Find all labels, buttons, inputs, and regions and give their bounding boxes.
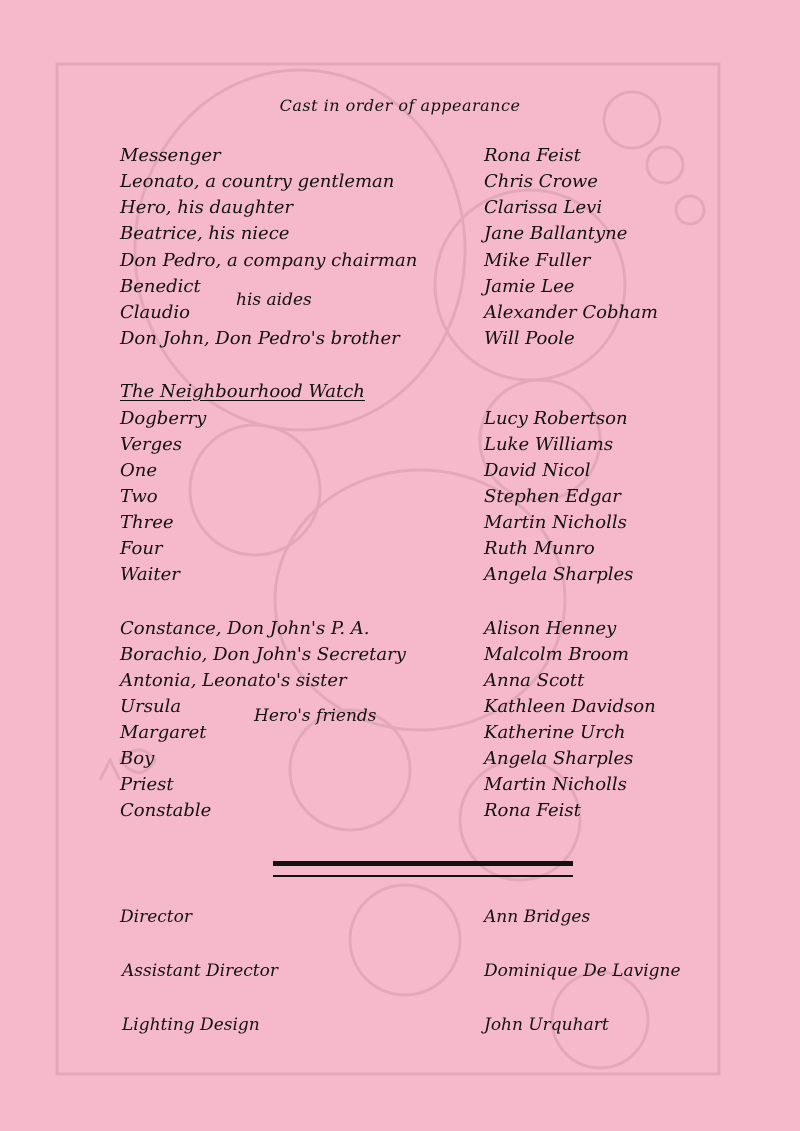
- credit-role-assistant-director: Assistant Director: [122, 961, 279, 981]
- actor-four: Ruth Munro: [484, 538, 595, 559]
- actor-ursula: Kathleen Davidson: [484, 696, 656, 717]
- role-don-pedro: Don Pedro, a company chairman: [120, 250, 418, 271]
- role-margaret: Margaret: [120, 722, 207, 743]
- actor-borachio: Malcolm Broom: [484, 644, 629, 665]
- role-messenger: Messenger: [120, 145, 221, 166]
- actor-verges: Luke Williams: [484, 434, 614, 455]
- role-claudio: Claudio: [120, 302, 190, 323]
- watermark-circle-dancers: [290, 710, 410, 830]
- role-hero: Hero, his daughter: [120, 197, 293, 218]
- actor-constance: Alison Henney: [484, 618, 617, 639]
- actor-three: Martin Nicholls: [484, 512, 627, 533]
- friends-note: Hero's friends: [254, 706, 377, 726]
- watermark-circle-bottom: [350, 885, 460, 995]
- role-constance: Constance, Don John's P. A.: [120, 618, 370, 639]
- actor-priest: Martin Nicholls: [484, 774, 627, 795]
- role-two: Two: [120, 486, 158, 507]
- role-four: Four: [120, 538, 163, 559]
- credit-role-lighting-design: Lighting Design: [122, 1015, 260, 1035]
- role-beatrice: Beatrice, his niece: [120, 223, 290, 244]
- role-priest: Priest: [120, 774, 174, 795]
- role-verges: Verges: [120, 434, 183, 455]
- role-benedict: Benedict: [120, 276, 201, 297]
- watermark-circle-music: [190, 425, 320, 555]
- watermark-note-mark: [100, 760, 120, 780]
- role-dogberry: Dogberry: [120, 408, 207, 429]
- actor-two: Stephen Edgar: [484, 486, 621, 507]
- actor-leonato: Chris Crowe: [484, 171, 598, 192]
- actor-messenger: Rona Feist: [484, 145, 581, 166]
- actor-don-pedro: Mike Fuller: [484, 250, 591, 271]
- actor-waiter: Angela Sharples: [484, 564, 634, 585]
- role-borachio: Borachio, Don John's Secretary: [120, 644, 406, 665]
- role-ursula: Ursula: [120, 696, 182, 717]
- actor-don-john: Will Poole: [484, 328, 575, 349]
- aides-note: his aides: [236, 290, 312, 310]
- actor-antonia: Anna Scott: [484, 670, 585, 691]
- divider-thick: [273, 861, 573, 866]
- page-heading: Cast in order of appearance: [279, 96, 521, 115]
- role-constable: Constable: [120, 800, 212, 821]
- actor-benedict: Jamie Lee: [484, 276, 575, 297]
- role-don-john: Don John, Don Pedro's brother: [120, 328, 400, 349]
- actor-beatrice: Jane Ballantyne: [484, 223, 628, 244]
- actor-boy: Angela Sharples: [484, 748, 634, 769]
- credit-name-lighting-design: John Urquhart: [484, 1015, 609, 1035]
- section-title-watch: The Neighbourhood Watch: [120, 381, 365, 402]
- role-antonia: Antonia, Leonato's sister: [120, 670, 347, 691]
- actor-one: David Nicol: [484, 460, 591, 481]
- actor-margaret: Katherine Urch: [484, 722, 626, 743]
- role-three: Three: [120, 512, 174, 533]
- watermark-circle-small-1: [647, 147, 683, 183]
- role-boy: Boy: [120, 748, 155, 769]
- credit-name-director: Ann Bridges: [484, 907, 591, 927]
- actor-hero: Clarissa Levi: [484, 197, 603, 218]
- actor-dogberry: Lucy Robertson: [484, 408, 628, 429]
- actor-constable: Rona Feist: [484, 800, 581, 821]
- role-waiter: Waiter: [120, 564, 180, 585]
- divider-thin: [273, 875, 573, 877]
- actor-claudio: Alexander Cobham: [484, 302, 658, 323]
- credit-name-assistant-director: Dominique De Lavigne: [484, 961, 681, 981]
- role-one: One: [120, 460, 158, 481]
- role-leonato: Leonato, a country gentleman: [120, 171, 395, 192]
- watermark-circle-small-2: [676, 196, 704, 224]
- credit-role-director: Director: [120, 907, 192, 927]
